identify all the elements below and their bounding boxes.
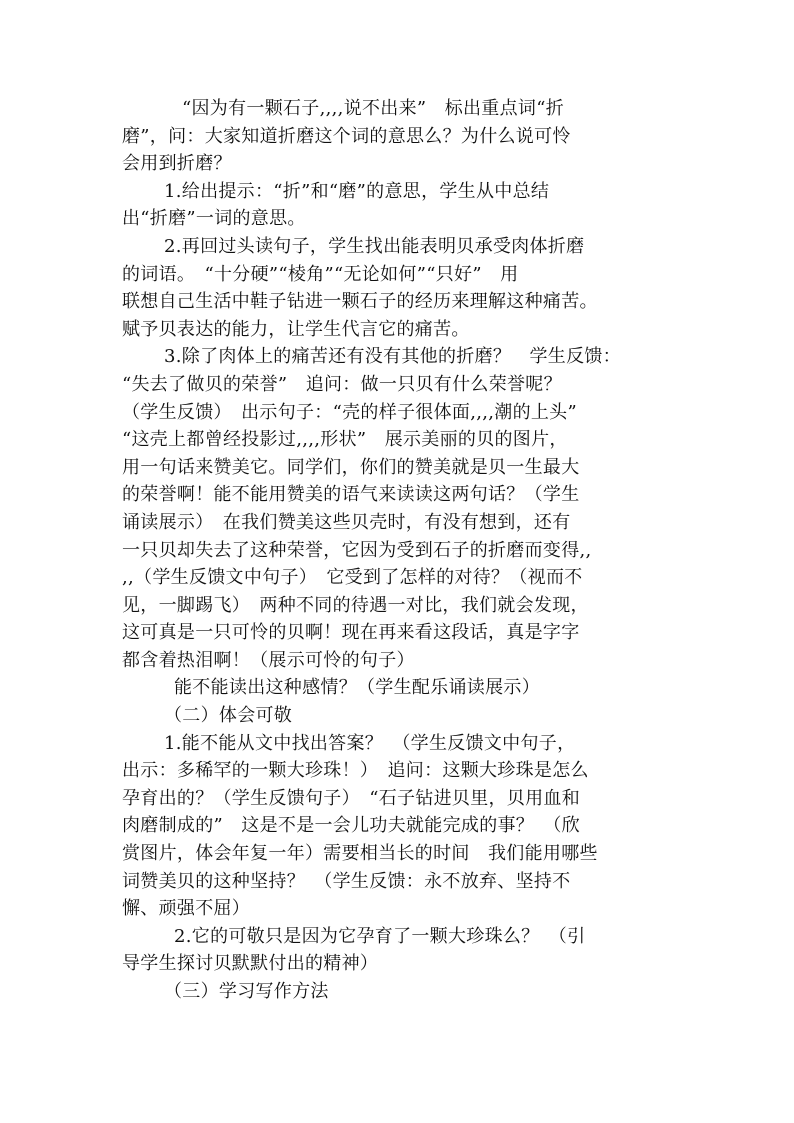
text-line: 导学生探讨贝默默付出的精神）: [122, 953, 379, 975]
text-line: 3.除了肉体上的痛苦还有没有其他的折磨？ 学生反馈：: [164, 346, 621, 368]
text-line: 一只贝却失去了这种荣誉，它因为受到石子的折磨而变得,,: [122, 539, 592, 561]
text-line: ,,（学生反馈文中句子） 它受到了怎样的对待？（视而不: [122, 567, 583, 589]
text-line: 孕育出的？（学生反馈句子） “石子钻进贝里，贝用血和: [122, 787, 580, 809]
text-line: 用一句话来赞美它。同学们，你们的赞美就是贝一生最大: [122, 456, 580, 478]
text-line: 懈、顽强不屈）: [122, 898, 251, 920]
text-line: 的荣誉啊！能不能用赞美的语气来读读这两句话？（学生: [122, 484, 580, 506]
text-line: 能不能读出这种感情？（学生配乐诵读展示）: [174, 677, 540, 699]
text-line: 会用到折磨？: [122, 153, 232, 175]
text-line: 词赞美贝的这种坚持？ （学生反馈：永不放弃、坚持不: [122, 870, 571, 892]
text-line: 2.它的可敬只是因为它孕育了一颗大珍珠么？ （引: [174, 925, 586, 947]
text-line: 出示：多稀罕的一颗大珍珠！） 追问：这颗大珍珠是怎么: [122, 760, 589, 782]
text-line: 磨”，问：大家知道折磨这个词的意思么？为什么说可怜: [122, 125, 571, 147]
section-heading: （二）体会可敬: [164, 705, 293, 727]
text-line: 赏图片，体会年复一年）需要相当长的时间 我们能用哪些: [122, 843, 598, 865]
text-line: 见，一脚踢飞） 两种不同的待遇一对比，我们就会发现，: [122, 594, 589, 616]
text-line: 2.再回过头读句子，学生找出能表明贝承受肉体折磨: [164, 235, 585, 257]
text-line: 的词语。 “十分硬”“棱角”“无论如何”“只好” 用: [122, 263, 519, 285]
text-line: （学生反馈） 出示句子：“壳的样子很体面,,,,潮的上头”: [122, 401, 577, 423]
text-line: “失去了做贝的荣誉” 追问：做一只贝有什么荣誉呢？: [122, 373, 562, 395]
text-line: 出“折磨”一词的意思。: [122, 208, 306, 230]
lesson-text: [122, 95, 682, 1006]
text-line: “这壳上都曾经投影过,,,,形状” 展示美丽的贝的图片，: [122, 429, 568, 451]
text-line: 诵读展示） 在我们赞美这些贝壳时，有没有想到，还有: [122, 511, 571, 533]
text-line: 1.给出提示：“折”和“磨”的意思，学生从中总结: [164, 180, 550, 202]
text-line: 肉磨制成的” 这是不是一会儿功夫就能完成的事？ （欣: [122, 815, 580, 837]
text-line: 都含着热泪啊！（展示可怜的句子）: [122, 649, 415, 671]
section-heading: （三）学习写作方法: [164, 981, 329, 1002]
text-line: 赋予贝表达的能力，让学生代言它的痛苦。: [122, 318, 470, 340]
text-line: 联想自己生活中鞋子钻进一颗石子的经历来理解这种痛苦。: [122, 291, 598, 313]
text-line: 这可真是一只可怜的贝啊！现在再来看这段话，真是字字: [122, 622, 580, 644]
text-line: 1.能不能从文中找出答案？ （学生反馈文中句子，: [164, 732, 576, 754]
text-line: “因为有一颗石子,,,,说不出来” 标出重点词“折: [182, 98, 564, 119]
